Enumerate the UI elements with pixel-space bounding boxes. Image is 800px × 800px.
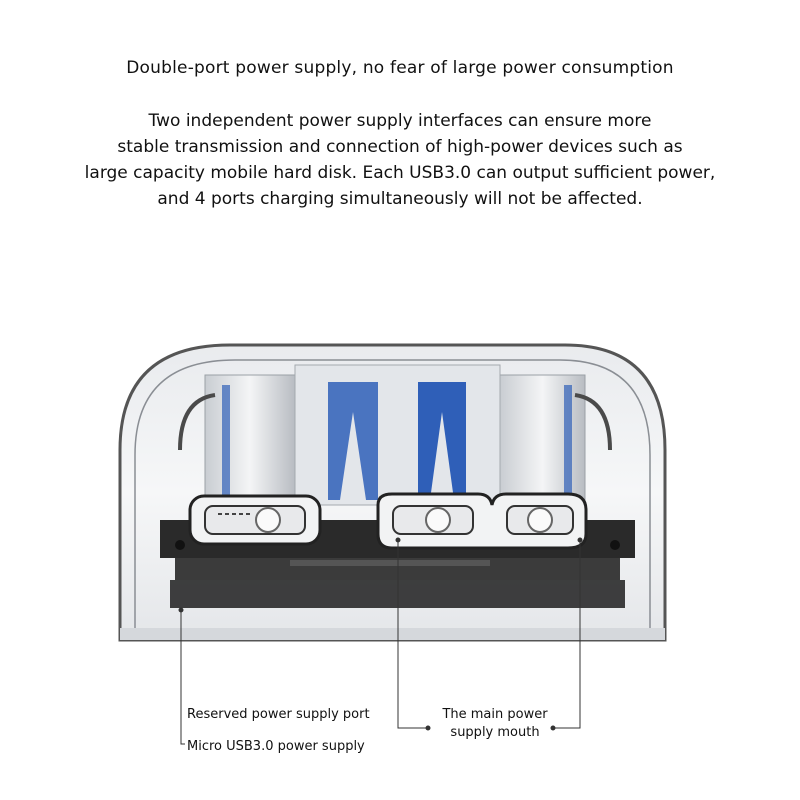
reserved-micro-usb-port (190, 496, 320, 544)
inner-frame (180, 365, 610, 505)
description-line-2: stable transmission and connection of high-power devices such as (117, 137, 683, 157)
label-main-power-line-1: The main power (442, 707, 548, 722)
label-main-power-line-2: supply mouth (450, 725, 540, 740)
label-micro-usb-power: Micro USB3.0 power supply (187, 739, 365, 754)
label-reserved-power-port: Reserved power supply port (187, 707, 370, 722)
description-line-1: Two independent power supply interfaces can ensure more (148, 111, 652, 131)
description-line-3: large capacity mobile hard disk. Each USB3.0 can output sufficient power, (84, 163, 716, 183)
description-line-4: and 4 ports charging simultaneously will not be affected. (157, 189, 643, 209)
main-power-supply-port (378, 494, 586, 548)
label-main-power-supply (420, 706, 570, 742)
headline: Double-port power supply, no fear of large power consumption (126, 58, 674, 78)
